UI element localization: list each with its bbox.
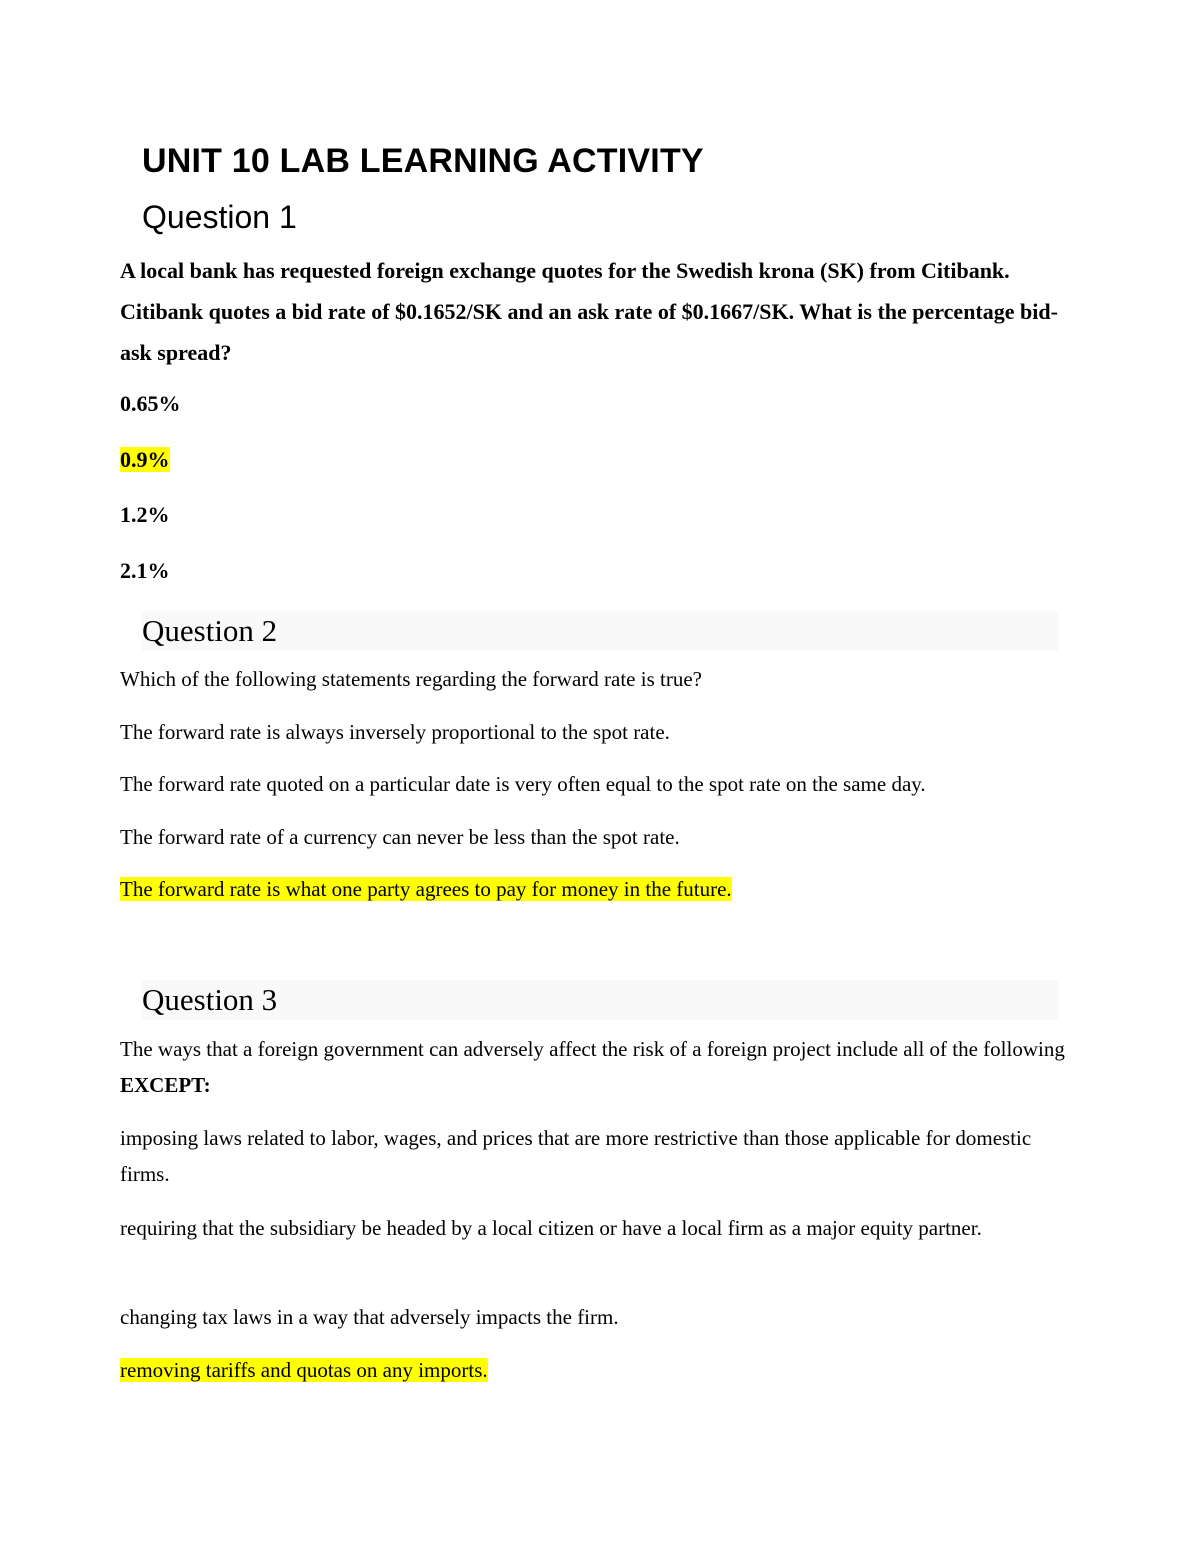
question-1-option-4: 2.1%	[120, 558, 170, 583]
question-1-option-2-answer: 0.9%	[120, 447, 170, 472]
question-3-option-1: imposing laws related to labor, wages, and prices that are more restrictive than those applicable for domestic firms.	[120, 1126, 1032, 1186]
question-3-emphasis: EXCEPT:	[120, 1073, 211, 1097]
question-2-option-3: The forward rate of a currency can never be less than the spot rate.	[120, 825, 680, 849]
question-3-option-4-answer: removing tariffs and quotas on any imports.	[120, 1358, 488, 1382]
question-1-option-3: 1.2%	[120, 502, 170, 527]
question-1-heading: Question 1	[142, 199, 297, 235]
question-3-heading: Question 3	[142, 980, 1058, 1020]
question-3-option-3: changing tax laws in a way that adversely impacts the firm.	[120, 1305, 619, 1329]
question-2-option-4-answer: The forward rate is what one party agrees to pay for money in the future.	[120, 877, 732, 901]
question-3-text: The ways that a foreign government can adversely affect the risk of a foreign project include all of the following EXCEPT:	[120, 1037, 1065, 1097]
question-3-option-2: requiring that the subsidiary be headed by a local citizen or have a local firm as a major equity partner.	[120, 1216, 982, 1240]
question-1-text: A local bank has requested foreign exchange quotes for the Swedish krona (SK) from Citibank. Citibank quotes a bid rate of $0.1652/SK and an ask rate of $0.1667/SK. What is the percentage bid-ask spread?	[120, 258, 1058, 365]
question-2-heading: Question 2	[142, 611, 1058, 651]
question-2-option-1: The forward rate is always inversely proportional to the spot rate.	[120, 720, 670, 744]
question-2-option-2: The forward rate quoted on a particular date is very often equal to the spot rate on the same day.	[120, 772, 926, 796]
document-title: UNIT 10 LAB LEARNING ACTIVITY	[142, 142, 704, 180]
question-1-option-1: 0.65%	[120, 391, 181, 416]
question-2-text: Which of the following statements regarding the forward rate is true?	[120, 667, 702, 691]
